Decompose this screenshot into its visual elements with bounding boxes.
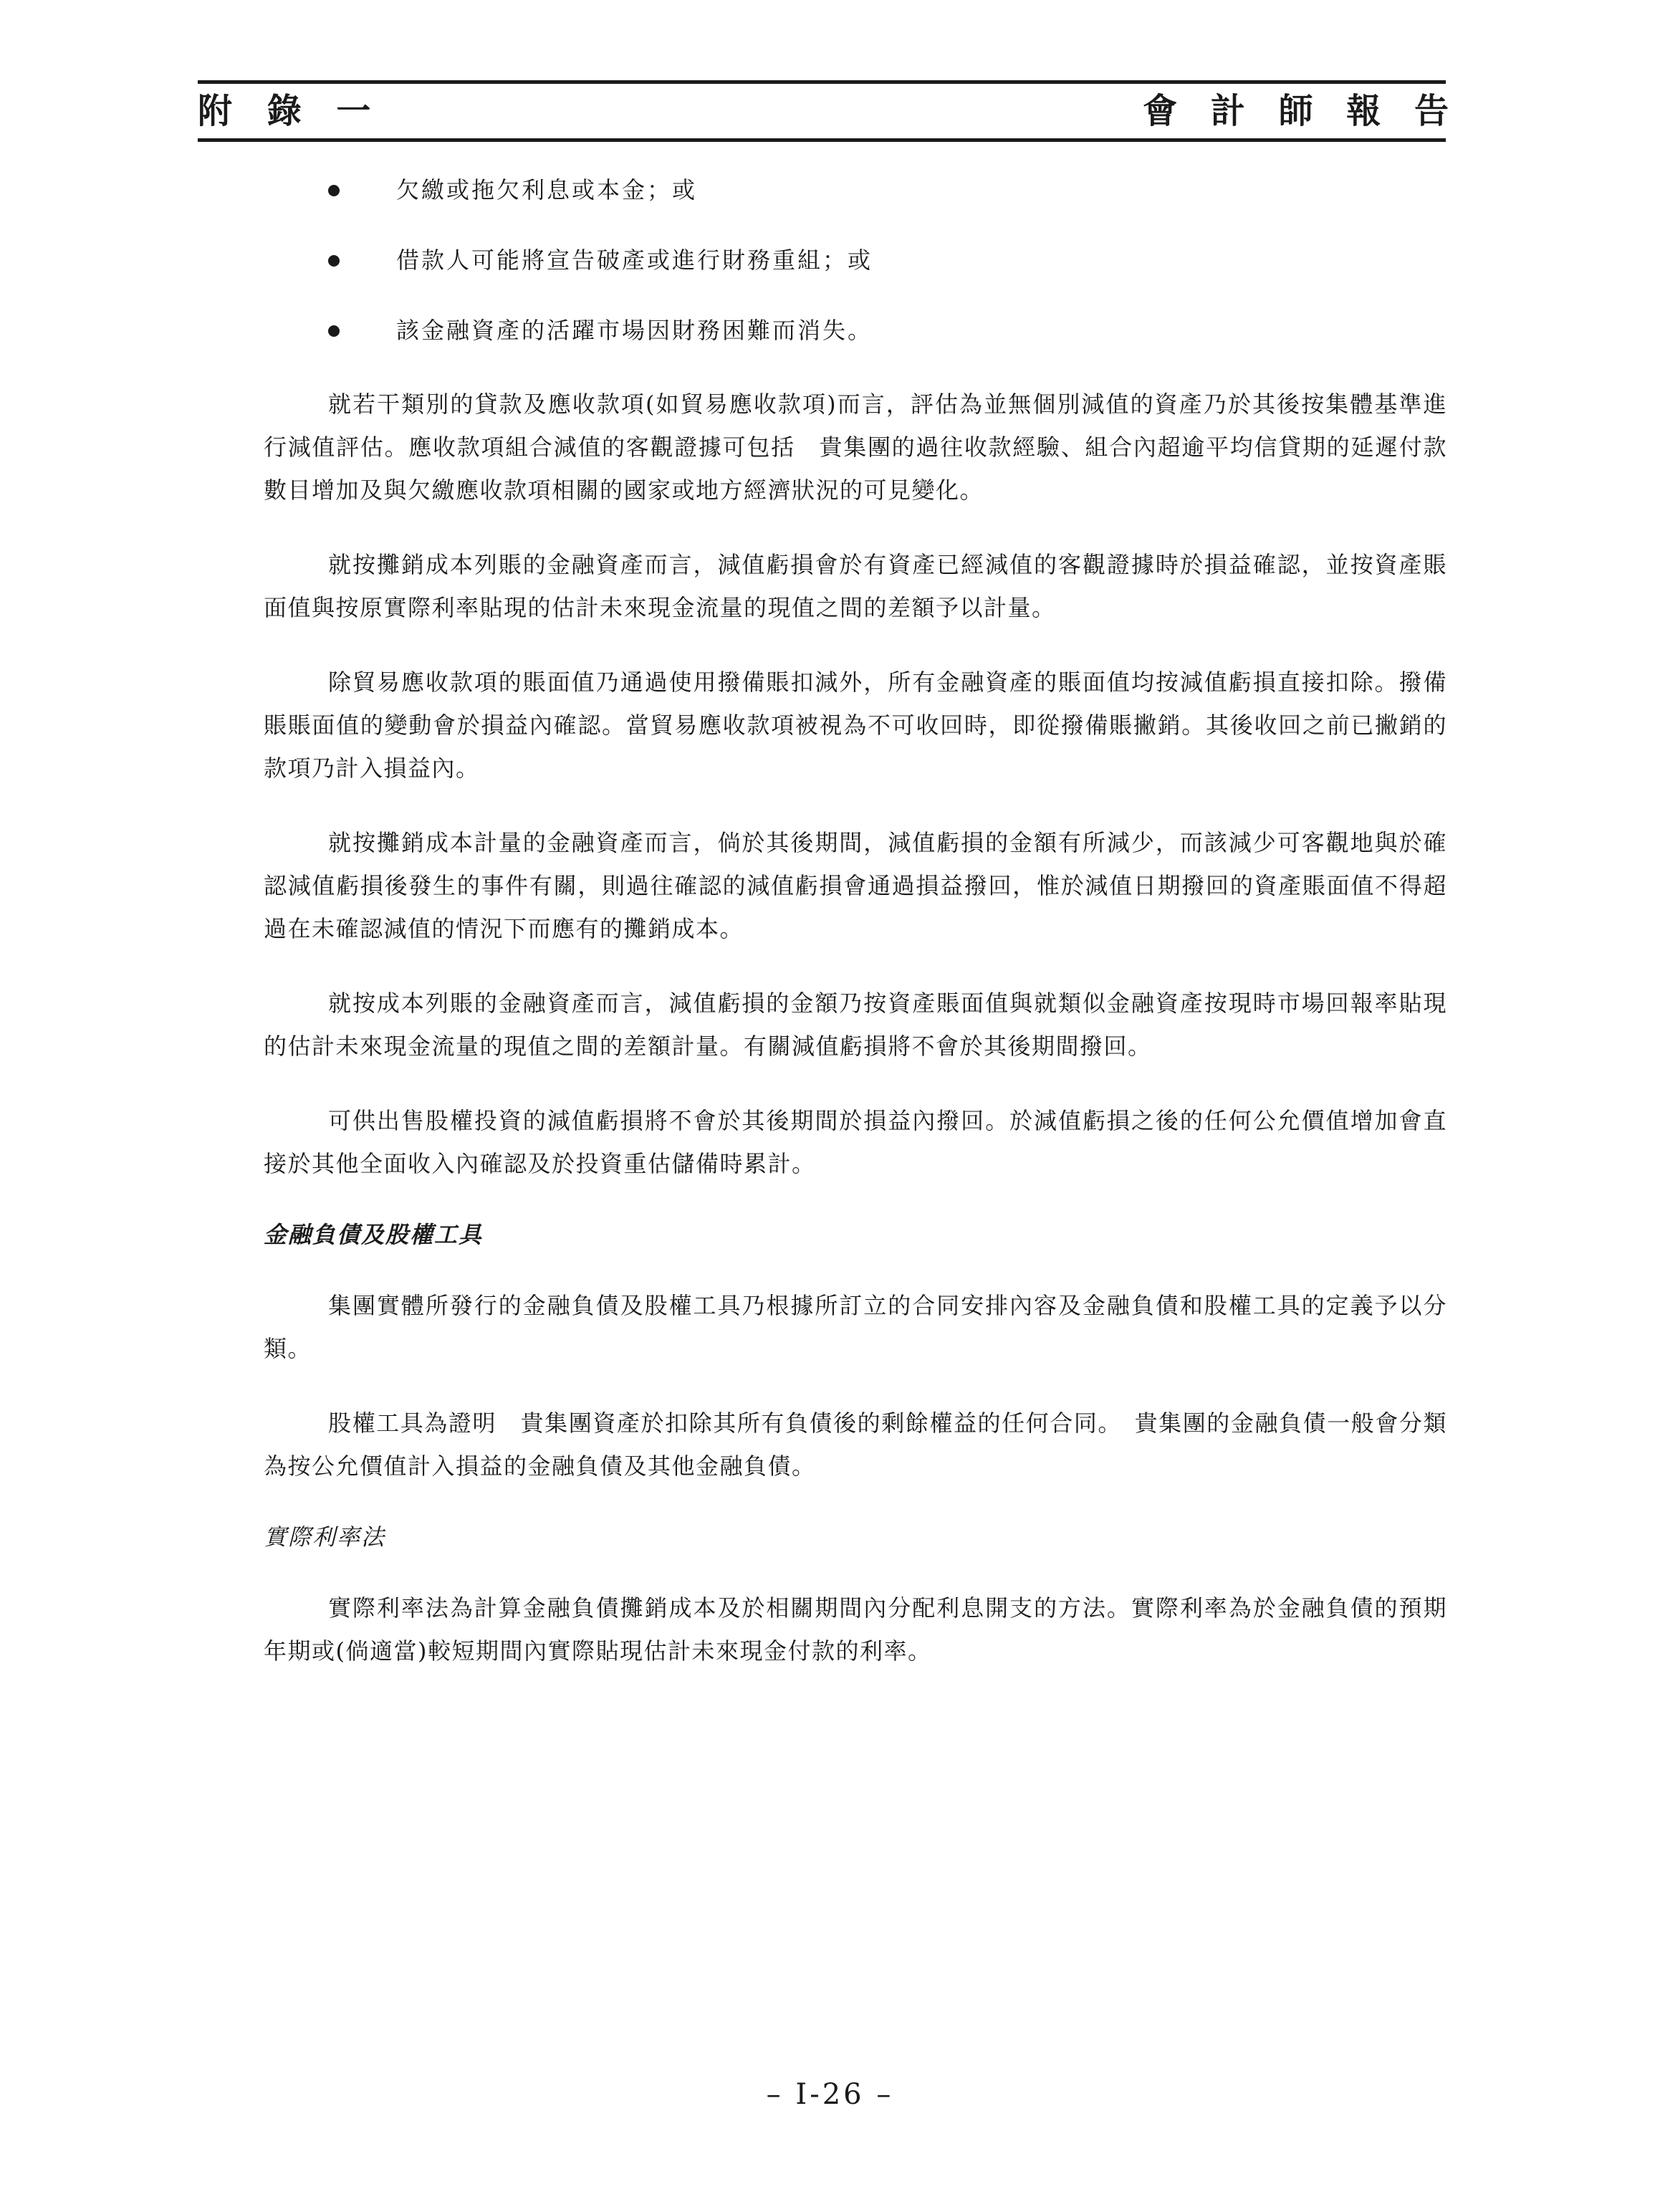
paragraph-amortised-cost-impairment: 就按攤銷成本列賬的金融資產而言，減值虧損會於有資產已經減值的客觀證據時於損益確認，並按資產賬面值與按原實際利率貼現的估計未來現金流量的現值之間的差額予以計量。 bbox=[264, 551, 1447, 621]
list-item-text: 該金融資產的活躍市場因財務困難而消失。 bbox=[396, 317, 873, 344]
header-report-title: 會 計 師 報 告 bbox=[1143, 91, 1459, 131]
list-item-text: 欠繳或拖欠利息或本金；或 bbox=[396, 176, 698, 204]
header-bottom-rule bbox=[198, 138, 1446, 142]
document-body bbox=[264, 172, 1447, 1704]
paragraph-cost-impairment: 就按成本列賬的金融資產而言，減值虧損的金額乃按資產賬面值與就類似金融資產按現時市場回報率貼現的估計未來現金流量的現值之間的差額計量。有關減值虧損將不會於其後期間撥回。 bbox=[264, 990, 1447, 1060]
heading-effective-interest: 實際利率法 bbox=[264, 1523, 386, 1551]
paragraph-effective-interest-method: 實際利率法為計算金融負債攤銷成本及於相關期間內分配利息開支的方法。實際利率為於金融負債的預期年期或(倘適當)較短期間內實際貼現估計未來現金付款的利率。 bbox=[264, 1594, 1447, 1665]
list-item bbox=[328, 312, 1447, 348]
page-number: – I-26 – bbox=[766, 2078, 894, 2111]
bullet-icon bbox=[328, 325, 340, 337]
heading-financial-liabilities: 金融負債及股權工具 bbox=[264, 1221, 484, 1248]
list-item bbox=[328, 172, 1447, 208]
bullet-icon bbox=[328, 185, 340, 196]
list-item-text: 借款人可能將宣告破產或進行財務重組；或 bbox=[396, 246, 873, 274]
header-appendix-title: 附 錄 一 bbox=[198, 91, 383, 131]
paragraph-impairment-reversal: 就按攤銷成本計量的金融資產而言，倘於其後期間，減值虧損的金額有所減少，而該減少可客觀地與於確認減值虧損後發生的事件有關，則過往確認的減值虧損會通過損益撥回，惟於減值日期撥回的資產賬面值不得超過在未確認減值的情況下而應有的攤銷成本。 bbox=[264, 829, 1447, 942]
bullet-icon bbox=[328, 255, 340, 267]
paragraph-afs-equity-impairment: 可供出售股權投資的減值虧損將不會於其後期間於損益內撥回。於減值虧損之後的任何公允價值增加會直接於其他全面收入內確認及於投資重估儲備時累計。 bbox=[264, 1107, 1447, 1177]
paragraph-classification: 集團實體所發行的金融負債及股權工具乃根據所訂立的合同安排內容及金融負債和股權工具的定義予以分類。 bbox=[264, 1292, 1447, 1362]
header-top-rule bbox=[198, 80, 1446, 84]
paragraph-equity-instruments: 股權工具為證明 貴集團資產於扣除其所有負債後的剩餘權益的任何合同。 貴集團的金融負債一般會分類為按公允價值計入損益的金融負債及其他金融負債。 bbox=[264, 1409, 1447, 1480]
paragraph-collective-assessment: 就若干類別的貸款及應收款項(如貿易應收款項)而言，評估為並無個別減值的資產乃於其後按集體基準進行減值評估。應收款項組合減值的客觀證據可包括 貴集團的過往收款經驗、組合內超逾平均信貸期的延遲付款數目增加及與欠繳應收款項相關的國家或地方經濟狀況的可見變化。 bbox=[264, 391, 1447, 504]
paragraph-allowance-account: 除貿易應收款項的賬面值乃通過使用撥備賬扣減外，所有金融資產的賬面值均按減值虧損直接扣除。撥備賬賬面值的變動會於損益內確認。當貿易應收款項被視為不可收回時，即從撥備賬撇銷。其後收回之前已撇銷的款項乃計入損益內。 bbox=[264, 669, 1447, 782]
list-item bbox=[328, 242, 1447, 278]
impairment-evidence-list bbox=[328, 172, 1447, 348]
